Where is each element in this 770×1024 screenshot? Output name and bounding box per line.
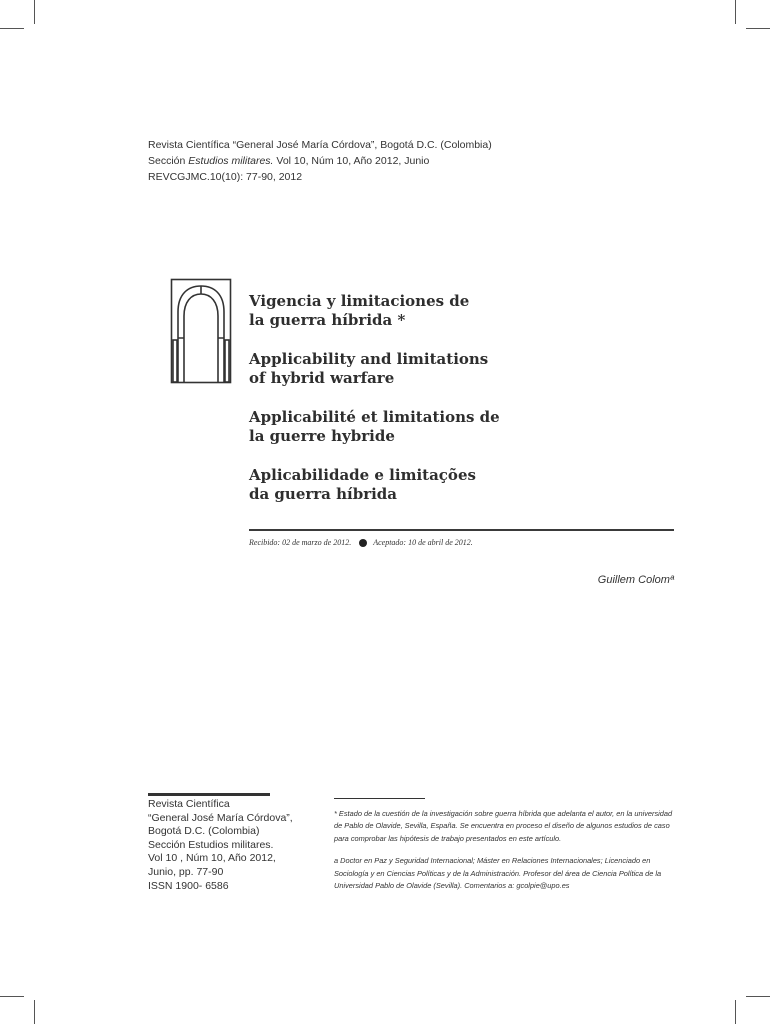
article-titles <box>249 292 679 524</box>
journal-arch-logo <box>170 278 232 384</box>
header-line-1: Revista Científica “General José María Córdova”, Bogotá D.C. (Colombia) <box>148 139 492 151</box>
citation-sidebar <box>148 798 293 893</box>
journal-header <box>148 137 492 185</box>
accepted-date: Aceptado: 10 de abril de 2012. <box>373 538 473 547</box>
crop-mark <box>0 28 24 29</box>
crop-mark <box>735 0 736 24</box>
received-date: Recibido: 02 de marzo de 2012. <box>249 538 352 547</box>
sidebar-line: Bogotá D.C. (Colombia) <box>148 825 260 838</box>
footnote-author: a Doctor en Paz y Seguridad Internacional; Máster en Relaciones Internacionales; Licenciado en Sociología y en Ciencias Políticas y de la Administración. Profesor del área de Ciencia Política de la Universidad Pablo de Olavide (Sevilla). Comentarios a: gcolpie@upo.es <box>334 856 662 891</box>
sidebar-line: Vol 10 , Núm 10, Año 2012, <box>148 852 276 865</box>
header-line-2-suffix: Vol 10, Núm 10, Año 2012, Junio <box>273 155 430 167</box>
article-dates <box>249 538 473 547</box>
bullet-icon <box>359 539 367 547</box>
title-portuguese: Aplicabilidade e limitações da guerra híbrida <box>249 466 476 503</box>
header-line-2-prefix: Sección <box>148 155 189 167</box>
author-name: Guillem Colomª <box>597 574 674 586</box>
title-divider <box>249 529 674 531</box>
crop-mark <box>34 1000 35 1024</box>
crop-mark <box>746 28 770 29</box>
sidebar-line: Junio, pp. 77-90 <box>148 865 224 878</box>
sidebar-rule <box>148 793 270 796</box>
sidebar-line: “General José María Córdova”, <box>148 811 293 824</box>
crop-mark <box>34 0 35 24</box>
crop-mark <box>0 996 24 997</box>
header-line-3: REVCGJMC.10(10): 77-90, 2012 <box>148 171 303 183</box>
footnote-rule <box>334 798 425 799</box>
title-english: Applicability and limitations of hybrid warfare <box>249 350 489 387</box>
title-spanish: Vigencia y limitaciones de la guerra híbrida * <box>249 292 470 329</box>
footnotes <box>334 808 679 902</box>
sidebar-line: Sección Estudios militares. <box>148 838 274 851</box>
crop-mark <box>735 1000 736 1024</box>
crop-mark <box>746 996 770 997</box>
sidebar-line: Revista Científica <box>148 798 230 810</box>
sidebar-line: ISSN 1900- 6586 <box>148 879 229 892</box>
title-french: Applicabilité et limitations de la guerre hybride <box>249 408 500 445</box>
header-section-name: Estudios militares. <box>188 155 274 167</box>
header-line-2 <box>148 153 492 169</box>
footnote-star: * Estado de la cuestión de la investigación sobre guerra híbrida que adelanta el autor, en la universidad de Pablo de Olavide, Sevilla, España. Se encuentra en proceso el diseño de algunos estudios de caso para comprobar las hipótesis de trabajo presentados en este artículo. <box>334 809 673 843</box>
